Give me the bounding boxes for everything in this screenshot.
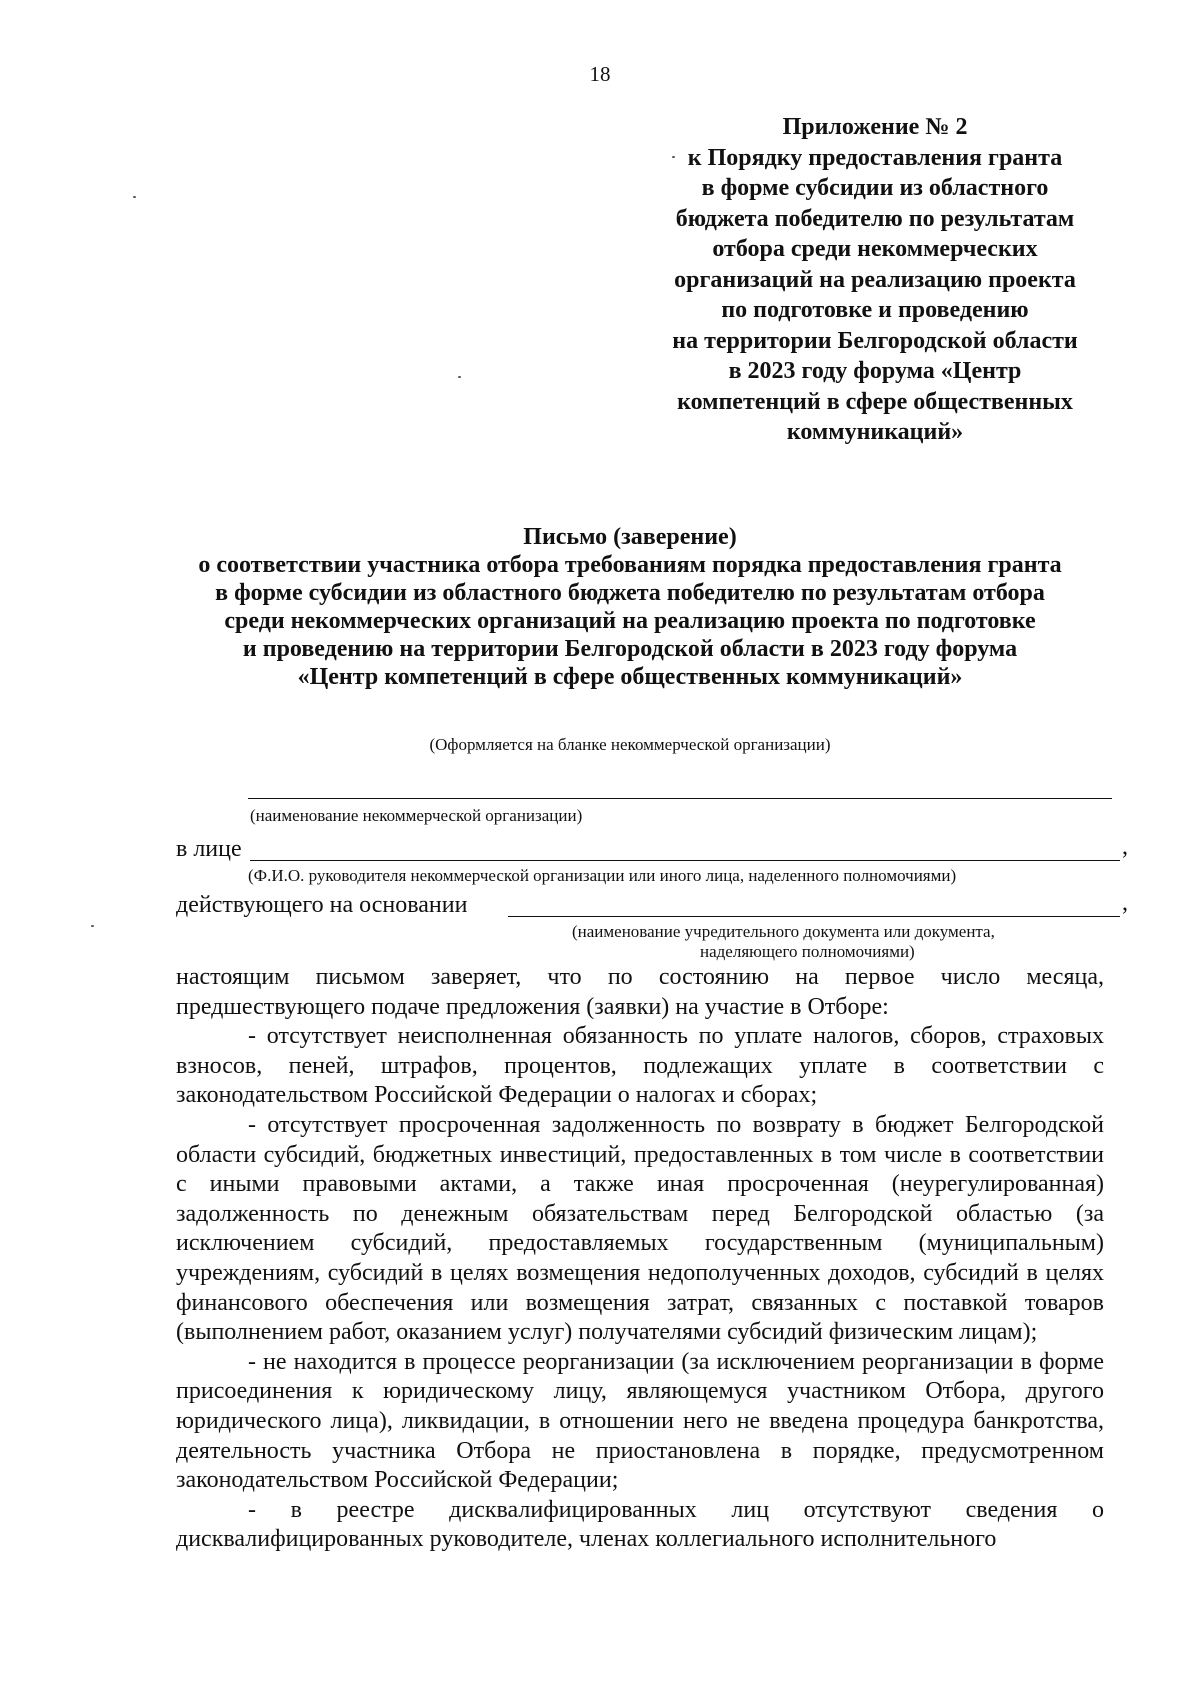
- appendix-header: [640, 112, 1110, 448]
- person-caption: (Ф.И.О. руководителя некоммерческой организации или иного лица, наделенного полномочиями): [248, 866, 957, 885]
- acting-basis-label: действующего на основании: [176, 892, 468, 918]
- org-name-caption: (наименование некоммерческой организации): [250, 806, 583, 825]
- person-line-comma: ,: [1122, 834, 1128, 860]
- basis-document-line: [508, 916, 1120, 917]
- letter-title-line: среди некоммерческих организаций на реализацию проекта по подготовке: [224, 608, 1036, 634]
- appendix-line: по подготовке и проведению: [721, 297, 1029, 323]
- appendix-line: организаций на реализацию проекта: [674, 266, 1076, 293]
- appendix-line: в 2023 году форума «Центр: [728, 358, 1022, 384]
- body-paragraph: - в реестре дисквалифицированных лиц отсутствуют сведения о дисквалифицированных руководителе, членах коллегиального исполнительного: [176, 1496, 1104, 1553]
- body-paragraph: настоящим письмом заверяет, что по состоянию на первое число месяца, предшествующего подаче предложения (заявки) на участие в Отборе:: [176, 964, 1104, 1020]
- scan-speck: [91, 925, 94, 927]
- assurance-body: [176, 963, 1104, 1555]
- body-paragraph: - отсутствует просроченная задолженность по возврату в бюджет Белгородской области субсидий, бюджетных инвестиций, предоставленных в том числе в соответствии с иными правовыми актами, а также иная просроченная (неурегулированная) задолженность по денежным обязательствам перед Белгородской областью (за исключением субсидий, предоставляемых государственным (муниципальным) учреждениям, субсидий в целях возмещения недополученных доходов, субсидий в целях финансового обеспечения или возмещения затрат, связанных с поставкой товаров (выполнением работ, оказанием услуг) получателями субсидий физическим лицам);: [176, 1111, 1104, 1346]
- letter-title: [150, 523, 1110, 691]
- appendix-line: к Порядку предоставления гранта: [687, 144, 1063, 171]
- body-paragraph: - отсутствует неисполненная обязанность по уплате налогов, сборов, страховых взносов, пеней, штрафов, процентов, подлежащих уплате в соответствии с законодательством Российской Федерации о налогах и сборах;: [176, 1023, 1104, 1109]
- letter-title-line: «Центр компетенций в сфере общественных коммуникаций»: [297, 664, 963, 690]
- appendix-line: на территории Белгородской области: [672, 327, 1078, 354]
- scan-speck: [458, 376, 461, 378]
- page-number: 18: [589, 62, 611, 86]
- org-name-line: [248, 798, 1112, 799]
- appendix-line: бюджета победителю по результатам: [675, 205, 1075, 232]
- appendix-line: Приложение № 2: [782, 114, 968, 140]
- letter-title-line: и проведению на территории Белгородской области в 2023 году форума: [242, 636, 1018, 662]
- appendix-line: компетенций в сфере общественных: [677, 388, 1073, 415]
- letter-title-line: Письмо (заверение): [523, 524, 737, 550]
- scan-speck: [672, 156, 675, 158]
- letter-title-line: о соответствии участника отбора требованиям порядка предоставления гранта: [198, 552, 1062, 578]
- appendix-line: в форме субсидии из областного: [701, 175, 1049, 201]
- person-line: [250, 860, 1120, 861]
- letter-title-line: в форме субсидии из областного бюджета победителю по результатам отбора: [215, 580, 1045, 606]
- in-person-label: в лице: [176, 836, 242, 862]
- body-paragraph: - не находится в процессе реорганизации (за исключением реорганизации в форме присоединения к юридическому лицу, являющемуся участником Отбора, другого юридического лица), ликвидации, в отношении него не введена процедура банкротства, деятельность участника Отбора не приостановлена в порядке, предусмотренном законодательством Российской Федерации;: [176, 1348, 1104, 1494]
- scan-speck: [133, 196, 136, 198]
- appendix-line: коммуникаций»: [786, 419, 964, 445]
- blank-note: (Оформляется на бланке некоммерческой организации): [429, 735, 831, 754]
- basis-line-comma: ,: [1122, 890, 1128, 916]
- basis-caption-line1: (наименование учредительного документа или документа,: [572, 922, 995, 941]
- appendix-line: отбора среди некоммерческих: [712, 236, 1038, 262]
- basis-caption-line2: наделяющего полномочиями): [700, 942, 915, 961]
